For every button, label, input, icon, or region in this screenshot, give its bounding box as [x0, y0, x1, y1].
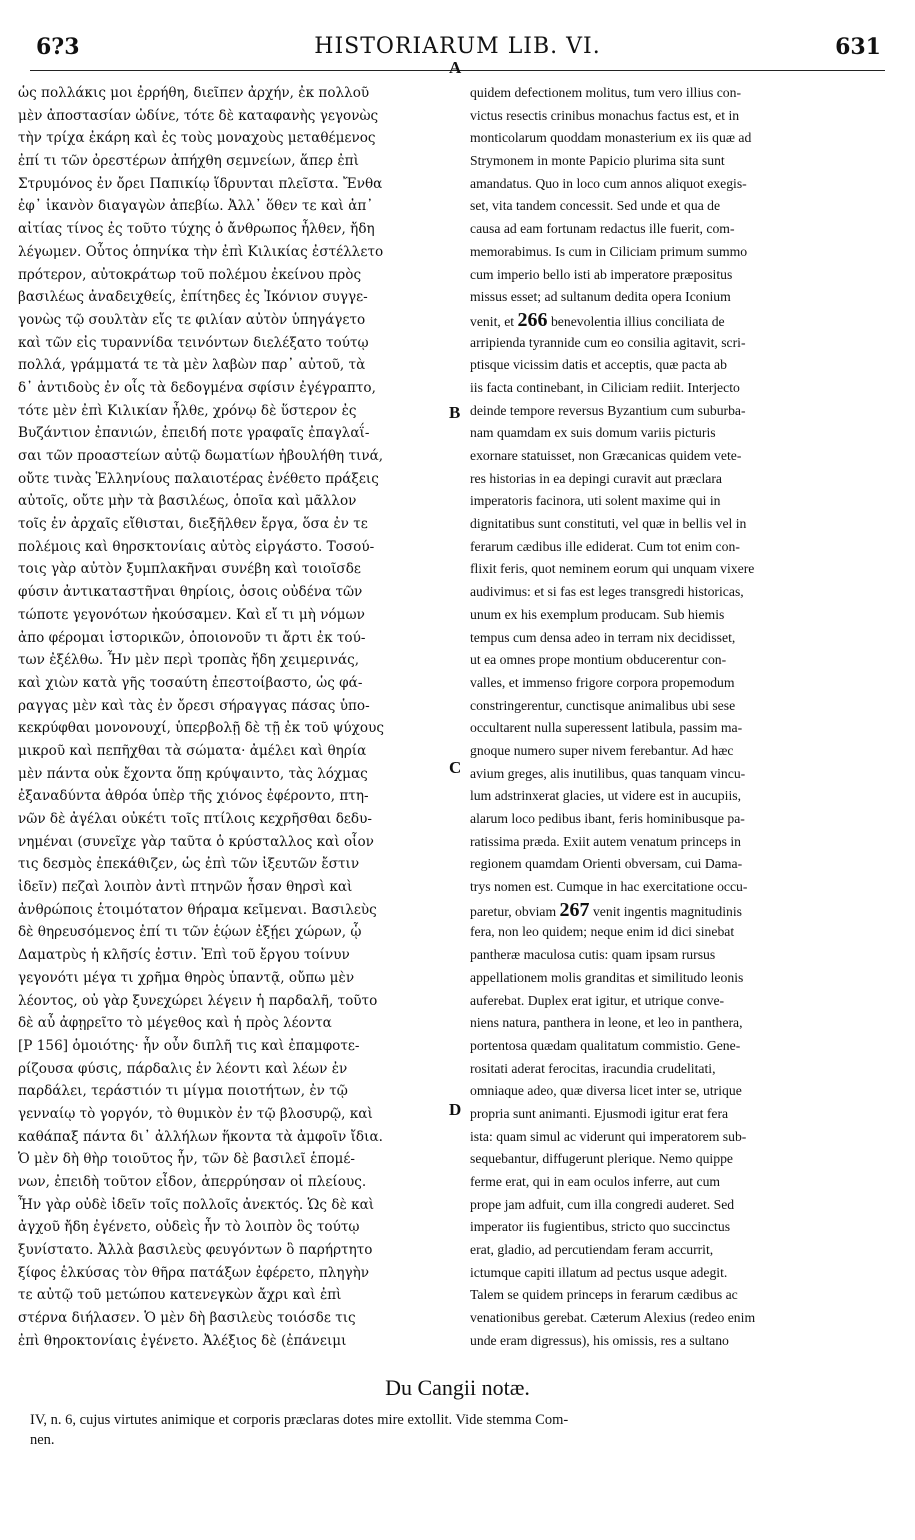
greek-text-line: τοῖς ἐν ἀρχαῖς εἴθισται, διεξῆλθεν ἔργα, ὅσα ἐν τε: [18, 516, 368, 533]
latin-text-line: deinde tempore reversus Byzantium cum suburba-: [470, 402, 746, 418]
latin-text-line: occultarent nulla superessent latibula, passim ma-: [470, 720, 743, 736]
latin-text-line: amandatus. Quo in loco cum annos aliquot exegis-: [470, 175, 747, 191]
latin-text-line: venit, et 266 benevolentia illius conciliata de: [470, 308, 725, 331]
latin-text-line: fera, non leo quidem; neque enim id dici sinebat: [470, 924, 735, 940]
latin-text-line: ut ea omnes prope montium obducerentur con-: [470, 652, 727, 668]
page-number-left: 6?3: [36, 34, 80, 60]
latin-text-line: ptisque vicissim datis et acceptis, quæ pacta ab: [470, 357, 727, 373]
latin-text-line: ista: quam simul ac viderunt qui imperatorem sub-: [470, 1128, 747, 1144]
greek-text-line: λέγωμεν. Οὗτος ὁπηνίκα τὴν ἐπὶ Κιλικίας ἐστέλλετο: [18, 243, 384, 260]
greek-text-line: μικροῦ καὶ πεπῆχθαι τὰ σώματα· ἀμέλει καὶ θηρία: [18, 742, 367, 759]
latin-text-line: nam quamdam ex suis domum variis picturis: [470, 425, 716, 441]
latin-text-line: cum imperio bello isti ab imperatore præpositus: [470, 266, 733, 282]
greek-text-line: πολέμοις καὶ θηρσκτονίαις αὐτὸς εἰργάστο. Τοσού-: [18, 538, 375, 555]
greek-text-line: γενναίῳ τὸ γοργόν, τὸ θυμικὸν ἐν τῷ βλοσυρῷ, καὶ: [18, 1105, 373, 1122]
greek-text-line: νῶν δὲ ἀγέλαι οὐκέτι τοῖς πτίλοις κεχρῆσθαι δεδυ-: [18, 811, 372, 827]
greek-text-line: ἀγχοῦ ἤδη ἐγένετο, οὐδεὶς ἦν τὸ λοιπὸν ὃς τούτῳ: [18, 1219, 360, 1236]
greek-text-line: λέοντος, οὐ γὰρ ξυνεχώρει λέγειν ἡ παρδαλῆ, τοῦτο: [18, 992, 378, 1009]
greek-text-line: γεγονότι μέγα τι χρῆμα θηρὸς ὑπαντᾷ, οὔπω μὲν: [18, 969, 355, 986]
greek-text-line: τε αὐτῷ τοῦ μετώπου κατενεγκὼν ἄχρι καὶ ἐπὶ: [18, 1287, 342, 1304]
latin-text-line: ferme erat, qui in eam oculos inferre, aut cum: [470, 1174, 721, 1189]
latin-text-line: iis facta continebant, in Ciliciam rediit. Interjecto: [470, 379, 740, 395]
latin-text-line: unde eram digressus), his omissis, res a sultano: [470, 1332, 729, 1348]
latin-text-line: exornare statuisset, non Græcanicas quidem vete-: [470, 448, 742, 463]
latin-text-line: unum ex his exemplum producam. Sub hiemis: [470, 606, 725, 622]
latin-text-line: Strymonem in monte Papicio plurima sita sunt: [470, 153, 725, 169]
margin-letter-a: A: [449, 58, 462, 77]
greek-text-line: καὶ τῶν εἰς τυραννίδα τεινόντων διελέξατο τούτῳ: [18, 334, 369, 351]
greek-text-line: μὲν ἀποστασίαν ὠδίνε, τότε δὲ καταφανὴς γεγονὼς: [18, 107, 379, 124]
latin-text-line: portentosa quædam qualitatum commistio. Gene-: [470, 1037, 741, 1053]
greek-text-line: αὐτοῖς, οὔτε μὴν τὰ βασιλέως, ὁποῖα καὶ μᾶλλον: [18, 493, 357, 510]
greek-text-line: καθάπαξ πάντα δι᾽ ἀλλήλων ἥκοντα τὰ ἀμφοῖν ἴδια.: [18, 1128, 383, 1145]
latin-text-line: niens natura, panthera in leone, et leo in panthera,: [470, 1015, 743, 1031]
latin-text-line: trys nomen est. Cumque in hac exercitatione occu-: [470, 879, 748, 895]
latin-text-line: prope jam adfuit, cum illa congredi auderet. Sed: [470, 1196, 735, 1212]
margin-letter-c: C: [449, 758, 462, 777]
latin-text-line: arripienda tyrannide cum eo consilia agitavit, scri-: [470, 334, 746, 350]
latin-text-line: Talem se quidem princeps in ferarum cædibus ac: [470, 1287, 738, 1303]
greek-text-line: ρίζουσα φύσις, πάρδαλις ἐν λέοντι καὶ λέων ἐν: [18, 1060, 348, 1077]
greek-text-column: [18, 82, 443, 1353]
greek-text-line: των ἐξέλθω. Ἦν μὲν περὶ τροπὰς ἤδη χειμερινάς,: [18, 652, 360, 669]
latin-text-line: ratissima præda. Exiit autem venatum princeps in: [470, 833, 742, 849]
running-title: HISTORIARUM LIB. VI.: [314, 34, 601, 59]
latin-text-column: [470, 82, 890, 1353]
latin-text-line: auferebat. Duplex erat igitur, et utrique conve-: [470, 992, 725, 1008]
greek-text-line: δὲ αὖ ἀφῃρεῖτο τὸ μέγεθος καὶ ἡ πρὸς λέοντα: [18, 1015, 332, 1032]
greek-text-line: ἀπο φέρομαι ἱστορικῶν, ὁποιονοῦν τι ἄρτι ἐκ τού-: [18, 629, 366, 646]
greek-text-line: ἀνθρώποις ἑτοιμότατον θήραμα κεῖμεναι. Βασιλεὺς: [18, 901, 377, 918]
latin-text-line: flixit feris, quot neminem eorum qui unquam vixere: [470, 561, 755, 577]
greek-text-line: ἰδεῖν) πεζαὶ λοιπὸν ἀντὶ πτηνῶν ἦσαν θηρσὶ καὶ: [18, 879, 353, 896]
greek-text-line: δὲ θηρευσόμενος ἐπί τι τῶν ἑῴων ἐξῄει χώρων, ᾧ: [18, 924, 362, 941]
greek-text-line: ἐπί τι τῶν ὀρεστέρων ἀπήχθη σεμνείων, ἅπερ ἐπὶ: [18, 153, 359, 170]
greek-text-line: ξίφος ἑλκύσας τὸν θῆρα πατάξων ἐφέρετο, πληγὴν: [18, 1264, 370, 1281]
latin-text-line: causa ad eam fortunam redactus ille fuerit, com-: [470, 221, 735, 237]
greek-text-line: καὶ χιὼν κατὰ γῆς τοσαύτη ἐπεστοίβαστο, ὡς φά-: [18, 674, 363, 691]
latin-text-line: monticolarum quoddam monasterium ex iis quæ ad: [470, 130, 752, 146]
greek-text-line: μὲν πάντα οὐκ ἔχοντα ὅπῃ κρύψαιντο, τὰς λόχμας: [18, 765, 368, 782]
latin-text-line: regionem quamdam Orienti obversam, cui Dama-: [470, 856, 743, 872]
latin-text-line: rositati aderat ferocitas, iracundia crudelitati,: [470, 1060, 716, 1076]
notes-block: [30, 1410, 885, 1450]
greek-text-line: ξυνίστατο. Ἀλλὰ βασιλεὺς φευγόντων ὃ παρήρτητο: [18, 1242, 373, 1259]
greek-text-line: ἐφ᾽ ἱκανὸν διαγαγὼν ἀπεβίω. Ἀλλ᾽ ὅθεν τε καὶ ἀπ᾽: [18, 198, 374, 215]
page-number-right: 631: [835, 34, 881, 60]
margin-letter-d: D: [449, 1100, 462, 1119]
greek-text-line: δ᾽ ἀντιδοὺς ἐν οἷς τὰ δεδογμένα σφίσιν ἐγέγραπτο,: [18, 379, 376, 396]
greek-text-line: Δαματρὺς ἡ κλῆσίς ἐστιν. Ἐπὶ τοῦ ἔργου τοίνυν: [18, 947, 350, 964]
latin-text-line: audivimus: et si fas est leges transgredi historicas,: [470, 584, 744, 600]
latin-text-line: omniaque adeo, quæ diversa licet inter se, utrique: [470, 1083, 742, 1099]
latin-text-line: imperatoris facinora, uti solent maxime qui in: [470, 493, 721, 509]
latin-text-line: gnoque numero super nivem ferebantur. Ad hæc: [470, 742, 734, 758]
greek-text-line: νων, ἐπειδὴ τοῦτον εἶδον, ἀπερρύησαν οἱ πλείους.: [18, 1174, 367, 1190]
latin-text-line: propria sunt animanti. Ejusmodi igitur erat fera: [470, 1105, 729, 1121]
latin-text-line: ictumque capiti illatum ad pectus usque adegit.: [470, 1264, 728, 1280]
latin-text-line: set, vita tandem concessit. Sed unde et qua de: [470, 198, 721, 214]
latin-text-line: res historias in ea depingi curavit aut præclara: [470, 470, 722, 486]
latin-text-line: constringerentur, cunctisque animalibus ubi sese: [470, 697, 736, 713]
greek-text-line: τις δεσμὸς ἐπεκάθιζεν, ὡς ἐπὶ τῶν ἰξευτῶν ἔστιν: [18, 856, 360, 873]
latin-text-line: avium greges, alis inutilibus, quas tanquam vincu-: [470, 765, 746, 781]
greek-text-line: βασιλέως ἀναδειχθείς, ἐπίτηδες ἐς Ἰκόνιον συγγε-: [18, 289, 368, 306]
reference-number: 266: [517, 308, 548, 331]
notes-heading: Du Cangii notæ.: [385, 1375, 530, 1400]
margin-letter-b: B: [449, 403, 461, 422]
greek-text-line: φύσιν ἀντικαταστῆναι θηρίοις, ὁσοις οὐδένα τῶν: [18, 584, 363, 601]
greek-text-line: αἰτίας τίνος ἐς τοῦτο τύχης ὁ ἄνθρωπος ἦλθεν, ἤδη: [18, 221, 375, 238]
greek-text-line: στέρνα διήλασεν. Ὁ μὲν δὴ βασιλεὺς τοιόσδε τις: [18, 1310, 356, 1327]
latin-text-line: ferarum cædibus ille ediderat. Cum tot enim con-: [470, 538, 740, 554]
latin-text-line: erat, gladio, ad percutiendam feram accurrit,: [470, 1242, 714, 1258]
greek-text-line: Ἦν γὰρ οὐδὲ ἰδεῖν τοῖς πολλοῖς ἀνεκτός. Ὡς δὲ καὶ: [18, 1196, 375, 1213]
latin-text-line: imperator iis fugientibus, stricto quo succinctus: [470, 1219, 731, 1235]
greek-text-line: Βυζάντιον ἐπανιών, ἐπειδή ποτε γραφαῖς ἐπαγλαΐ-: [18, 425, 370, 442]
greek-text-line: σαι τῶν προαστείων αὐτῷ δωματίων ἠβουλήθη τινά,: [18, 448, 384, 464]
latin-text-line: alarum loco pedibus ibant, feris hominibusque pa-: [470, 811, 745, 826]
greek-text-line: γονὼς τῷ σουλτὰν εἴς τε φιλίαν αὐτὸν ὑπηγάγετο: [18, 311, 366, 328]
latin-text-line: lum adstrinxerat glacies, ut videre est in aucupiis,: [470, 788, 742, 804]
latin-text-line: valles, et immenso frigore corpora propemodum: [470, 674, 735, 690]
greek-text-line: πολλά, γράμματά τε τὰ μὲν λαβὼν παρ᾽ αὐτοῦ, τὰ: [18, 357, 366, 374]
greek-text-line: ἐξαναδύντα ἀθρόα ὑπὲρ τῆς χιόνος ἐφέροντο, πτη-: [18, 788, 369, 805]
greek-text-line: Ὁ μὲν δὴ θὴρ τοιοῦτος ἦν, τῶν δὲ βασιλεῖ ἑπομέ-: [18, 1151, 356, 1168]
notes-text-line: IV, n. 6, cujus virtutes animique et corporis præclaras dotes mire extollit. Vide stemma Com-: [30, 1412, 569, 1428]
notes-text-line: nen.: [30, 1432, 55, 1448]
latin-text-line: appellationem molis granditas et similitudo leonis: [470, 969, 744, 985]
greek-text-line: νημέναι (συνεῖχε γὰρ ταῦτα ὁ κρύσταλλος καὶ οἷον: [18, 833, 374, 850]
greek-text-line: πρότερον, αὐτοκράτωρ τοῦ πολέμου ἐκείνου πρὸς: [18, 266, 362, 283]
latin-text-line: missus esset; ad sultanum dedita opera Iconium: [470, 289, 731, 305]
greek-text-line: ραγγας μὲν καὶ τὰς ἐν ὄρεσι σήραγγας πάσας ὑπο-: [18, 697, 370, 714]
latin-text-line: paretur, obviam 267 venit ingentis magnitudinis: [470, 898, 742, 921]
greek-text-line: παρδάλει, τεράστιόν τι μίγμα ποιοτήτων, ἐν τῷ: [18, 1083, 348, 1100]
latin-text-line: dignitatibus sunt constituti, vel quæ in bellis vel in: [470, 516, 747, 532]
greek-text-line: τώποτε γεγονότων ἠκούσαμεν. Καὶ εἴ τι μὴ νόμων: [18, 606, 365, 623]
latin-text-line: victus resectis crinibus monachus factus est, et in: [470, 107, 740, 123]
greek-text-line: οὔτε τινὰς Ἑλληνίους παλαιοτέρας ἐνέθετο πράξεις: [18, 470, 379, 487]
latin-text-line: memorabimus. Is cum in Ciliciam primum summo: [470, 243, 748, 259]
latin-text-line: quidem defectionem molitus, tum vero illius con-: [470, 85, 742, 100]
greek-text-line: τοις γὰρ αὐτὸν ξυμπλακῆναι συνέβη καὶ τοιοῖσδε: [18, 561, 361, 578]
latin-text-line: sequebantur, diffugerunt plerique. Nemo quippe: [470, 1151, 733, 1167]
greek-text-line: κεκρύφθαι μονονουχί, ὑπερβολῇ δὲ τῇ ἐκ τοῦ ψύχους: [18, 720, 384, 737]
greek-text-line: τότε μὲν ἐπὶ Κιλικίαν ἦλθε, χρόνῳ δὲ ὕστερον ἐς: [18, 402, 357, 419]
latin-text-line: tempus cum densa adeo in terram nix decidisset,: [470, 629, 736, 645]
greek-text-line: Στρυμόνος ἐν ὄρει Παπικίῳ ἵδρυνται πλεῖστα. Ἔνθα: [18, 175, 383, 192]
greek-text-line: ἐπὶ θηροκτονίαις ἐγένετο. Ἀλέξιος δὲ (ἐπάνειμι: [18, 1332, 347, 1349]
latin-text-line: pantheræ maculosa cutis: quam ipsam rursus: [470, 947, 716, 963]
greek-text-line: ὡς πολλάκις μοι ἐρρήθη, διεῖπεν ἀρχήν, ἐκ πολλοῦ: [18, 85, 370, 101]
greek-text-line: τὴν τρίχα ἐκάρη καὶ ἐς τοὺς μοναχοὺς μεταθέμενος: [18, 130, 376, 147]
reference-number: 267: [559, 898, 590, 921]
greek-text-line: [P 156] ὁμοιότης· ἦν οὖν διπλῆ τις καὶ ἐπαμφοτε-: [18, 1037, 360, 1054]
latin-text-line: venationibus gerebat. Cæterum Alexius (redeo enim: [470, 1310, 756, 1326]
